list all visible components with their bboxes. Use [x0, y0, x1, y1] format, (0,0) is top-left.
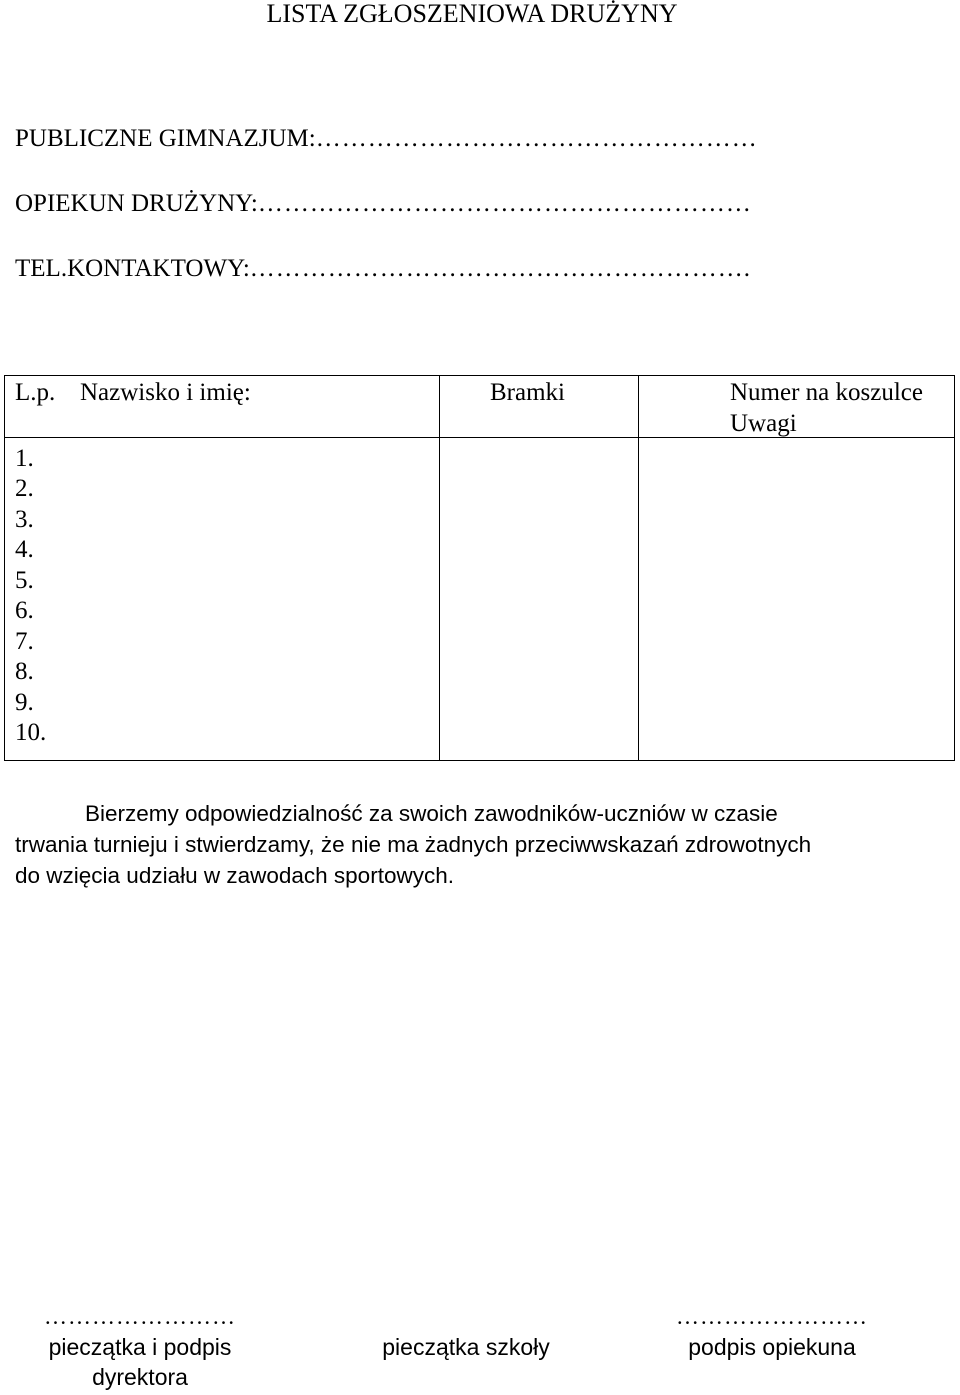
header-name: Nazwisko i imię:	[80, 379, 251, 406]
table-row-number: 10.	[15, 719, 47, 746]
table-row-number: 5.	[15, 567, 34, 594]
school-stamp-block	[346, 1332, 586, 1362]
header-shirt-number: Numer na koszulce	[730, 379, 923, 406]
school-stamp-label: pieczątka szkoły	[382, 1334, 550, 1360]
header-goals: Bramki	[490, 379, 565, 406]
statement-line: trwania turnieju i stwierdzamy, że nie ma żadnych przeciwwskazań zdrowotnych	[15, 832, 812, 857]
table-row-number: 6.	[15, 597, 34, 624]
coach-label: OPIEKUN DRUŻYNY:	[15, 190, 258, 217]
table-row-number: 8.	[15, 658, 34, 685]
statement-line: do wzięcia udziału w zawodach sportowych.	[15, 863, 454, 888]
statement-line: Bierzemy odpowiedzialność za swoich zawodników-uczniów w czasie	[85, 801, 778, 826]
phone-field[interactable]	[15, 255, 751, 283]
coach-signature-block	[652, 1302, 892, 1362]
table-row-number: 3.	[15, 506, 34, 533]
phone-dots: ………………………………………………….	[249, 255, 752, 282]
director-signature-block	[20, 1302, 260, 1392]
table-row-number: 9.	[15, 689, 34, 716]
header-lp: L.p.	[15, 379, 56, 406]
director-signature-line: ……………………	[44, 1304, 236, 1329]
phone-label: TEL.KONTAKTOWY:	[15, 255, 250, 282]
coach-field[interactable]	[15, 190, 752, 218]
school-label: PUBLICZNE GIMNAZJUM:	[15, 125, 316, 152]
table-divider-goals-shirt	[638, 376, 639, 760]
table-divider-name-goals	[439, 376, 440, 760]
responsibility-statement	[15, 798, 811, 891]
school-field[interactable]	[15, 125, 758, 153]
director-signature-label: pieczątka i podpis	[48, 1334, 232, 1360]
table-row-number: 1.	[15, 445, 34, 472]
director-signature-label: dyrektora	[92, 1364, 188, 1390]
school-dots: ……………………………………………	[315, 125, 758, 152]
coach-dots: …………………………………………………	[257, 190, 752, 217]
coach-signature-line: ……………………	[676, 1304, 868, 1329]
coach-signature-label: podpis opiekuna	[688, 1334, 856, 1360]
table-row-number: 7.	[15, 628, 34, 655]
table-row-number: 2.	[15, 475, 34, 502]
document-title: LISTA ZGŁOSZENIOWA DRUŻYNY	[266, 0, 678, 28]
header-notes: Uwagi	[730, 410, 797, 437]
table-row-number: 4.	[15, 536, 34, 563]
table-header-divider	[5, 437, 954, 438]
team-roster-table	[4, 375, 955, 761]
